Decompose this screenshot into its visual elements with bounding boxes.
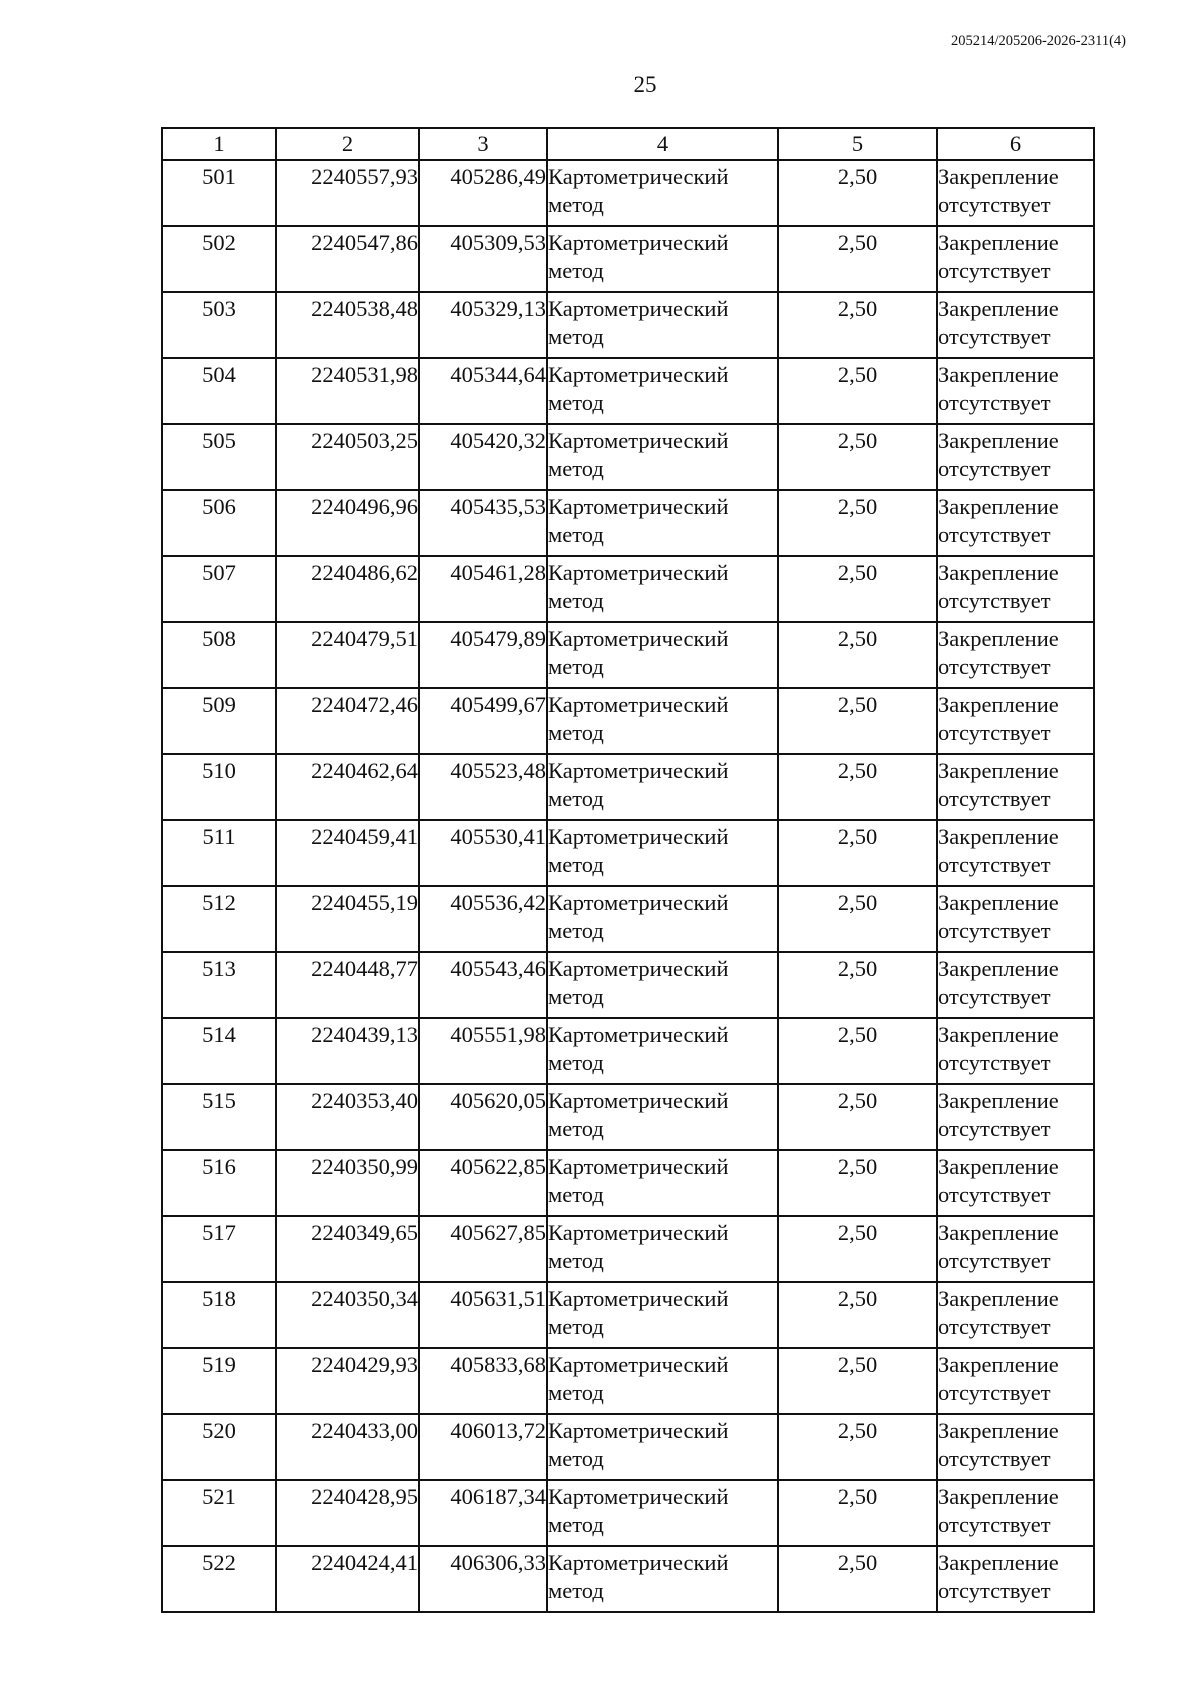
table-row (162, 160, 1094, 226)
accuracy-cell: 2,50 (778, 1480, 937, 1546)
header-col-4: 4 (547, 128, 778, 160)
table-header (162, 128, 1094, 160)
x-coordinate-cell: 2240557,93 (276, 160, 419, 226)
fixation-line-2: отсутствует (938, 1380, 1051, 1405)
fixation-line-1: Закрепление (938, 692, 1059, 717)
fixation-line-1: Закрепление (938, 626, 1059, 651)
table-row (162, 1084, 1094, 1150)
x-coordinate-cell: 2240353,40 (276, 1084, 419, 1150)
y-coordinate-cell: 406306,33 (419, 1546, 547, 1612)
x-coordinate-cell: 2240350,99 (276, 1150, 419, 1216)
fixation-line-1: Закрепление (938, 164, 1059, 189)
point-number-cell: 511 (162, 820, 276, 886)
table-row (162, 1546, 1094, 1612)
fixation-line-1: Закрепление (938, 362, 1059, 387)
method-line-1: Картометрический (548, 1352, 729, 1377)
y-coordinate-cell: 405627,85 (419, 1216, 547, 1282)
method-cell (547, 556, 778, 622)
header-col-1: 1 (162, 128, 276, 160)
point-number-cell: 520 (162, 1414, 276, 1480)
point-number-cell: 522 (162, 1546, 276, 1612)
fixation-line-1: Закрепление (938, 890, 1059, 915)
fixation-line-2: отсутствует (938, 984, 1051, 1009)
table-row (162, 556, 1094, 622)
fixation-cell (937, 886, 1094, 952)
table-row (162, 424, 1094, 490)
table-row (162, 1216, 1094, 1282)
method-line-1: Картометрический (548, 956, 729, 981)
y-coordinate-cell: 405329,13 (419, 292, 547, 358)
fixation-cell (937, 1216, 1094, 1282)
x-coordinate-cell: 2240455,19 (276, 886, 419, 952)
table-row (162, 1150, 1094, 1216)
method-cell (547, 1216, 778, 1282)
table-row (162, 226, 1094, 292)
fixation-line-2: отсутствует (938, 1446, 1051, 1471)
method-line-2: метод (548, 390, 604, 415)
method-cell (547, 1018, 778, 1084)
table-row (162, 688, 1094, 754)
fixation-line-1: Закрепление (938, 1154, 1059, 1179)
fixation-line-1: Закрепление (938, 1088, 1059, 1113)
accuracy-cell: 2,50 (778, 688, 937, 754)
point-number-cell: 507 (162, 556, 276, 622)
table-body (162, 160, 1094, 1612)
fixation-line-1: Закрепление (938, 758, 1059, 783)
fixation-line-1: Закрепление (938, 1418, 1059, 1443)
x-coordinate-cell: 2240424,41 (276, 1546, 419, 1612)
fixation-cell (937, 160, 1094, 226)
fixation-cell (937, 1084, 1094, 1150)
point-number-cell: 513 (162, 952, 276, 1018)
method-cell (547, 886, 778, 952)
method-line-2: метод (548, 654, 604, 679)
method-line-1: Картометрический (548, 428, 729, 453)
fixation-line-1: Закрепление (938, 956, 1059, 981)
fixation-line-1: Закрепление (938, 1352, 1059, 1377)
method-cell (547, 490, 778, 556)
fixation-line-1: Закрепление (938, 230, 1059, 255)
method-line-1: Картометрический (548, 890, 729, 915)
method-line-2: метод (548, 324, 604, 349)
point-number-cell: 516 (162, 1150, 276, 1216)
method-line-1: Картометрический (548, 824, 729, 849)
method-line-2: метод (548, 786, 604, 811)
y-coordinate-cell: 405536,42 (419, 886, 547, 952)
accuracy-cell: 2,50 (778, 292, 937, 358)
point-number-cell: 503 (162, 292, 276, 358)
method-line-1: Картометрический (548, 1418, 729, 1443)
method-line-1: Картометрический (548, 1154, 729, 1179)
table-row (162, 358, 1094, 424)
document-code: 205214/205206-2026-2311(4) (950, 33, 1126, 49)
point-number-cell: 502 (162, 226, 276, 292)
method-cell (547, 622, 778, 688)
method-line-1: Картометрический (548, 1550, 729, 1575)
fixation-line-1: Закрепление (938, 494, 1059, 519)
method-line-2: метод (548, 1116, 604, 1141)
x-coordinate-cell: 2240538,48 (276, 292, 419, 358)
fixation-line-1: Закрепление (938, 1484, 1059, 1509)
accuracy-cell: 2,50 (778, 1282, 937, 1348)
method-cell (547, 754, 778, 820)
fixation-line-2: отсутствует (938, 192, 1051, 217)
fixation-line-2: отсутствует (938, 456, 1051, 481)
fixation-line-2: отсутствует (938, 1578, 1051, 1603)
fixation-cell (937, 622, 1094, 688)
table-row (162, 292, 1094, 358)
method-line-2: метод (548, 720, 604, 745)
fixation-cell (937, 952, 1094, 1018)
method-cell (547, 358, 778, 424)
y-coordinate-cell: 405530,41 (419, 820, 547, 886)
point-number-cell: 501 (162, 160, 276, 226)
accuracy-cell: 2,50 (778, 622, 937, 688)
method-line-1: Картометрический (548, 230, 729, 255)
y-coordinate-cell: 405622,85 (419, 1150, 547, 1216)
point-number-cell: 505 (162, 424, 276, 490)
y-coordinate-cell: 405833,68 (419, 1348, 547, 1414)
accuracy-cell: 2,50 (778, 1414, 937, 1480)
header-row (162, 128, 1094, 160)
method-line-1: Картометрический (548, 1088, 729, 1113)
point-number-cell: 521 (162, 1480, 276, 1546)
fixation-line-2: отсутствует (938, 1116, 1051, 1141)
method-line-1: Картометрический (548, 692, 729, 717)
fixation-cell (937, 688, 1094, 754)
method-line-2: метод (548, 1314, 604, 1339)
accuracy-cell: 2,50 (778, 160, 937, 226)
accuracy-cell: 2,50 (778, 226, 937, 292)
table-row (162, 1348, 1094, 1414)
point-number-cell: 519 (162, 1348, 276, 1414)
table-row (162, 622, 1094, 688)
fixation-cell (937, 226, 1094, 292)
table-row (162, 754, 1094, 820)
y-coordinate-cell: 405344,64 (419, 358, 547, 424)
fixation-line-1: Закрепление (938, 1550, 1059, 1575)
fixation-line-1: Закрепление (938, 1286, 1059, 1311)
point-number-cell: 512 (162, 886, 276, 952)
method-cell (547, 226, 778, 292)
y-coordinate-cell: 405631,51 (419, 1282, 547, 1348)
fixation-line-2: отсутствует (938, 1050, 1051, 1075)
point-number-cell: 515 (162, 1084, 276, 1150)
y-coordinate-cell: 405499,67 (419, 688, 547, 754)
fixation-cell (937, 754, 1094, 820)
fixation-line-2: отсутствует (938, 654, 1051, 679)
fixation-line-1: Закрепление (938, 296, 1059, 321)
method-line-2: метод (548, 456, 604, 481)
accuracy-cell: 2,50 (778, 1546, 937, 1612)
accuracy-cell: 2,50 (778, 556, 937, 622)
method-line-2: метод (548, 588, 604, 613)
x-coordinate-cell: 2240429,93 (276, 1348, 419, 1414)
y-coordinate-cell: 405420,32 (419, 424, 547, 490)
header-col-3: 3 (419, 128, 547, 160)
table-row (162, 1018, 1094, 1084)
method-line-1: Картометрический (548, 1022, 729, 1047)
point-number-cell: 518 (162, 1282, 276, 1348)
y-coordinate-cell: 405551,98 (419, 1018, 547, 1084)
method-line-1: Картометрический (548, 1484, 729, 1509)
fixation-line-1: Закрепление (938, 1220, 1059, 1245)
x-coordinate-cell: 2240439,13 (276, 1018, 419, 1084)
fixation-line-1: Закрепление (938, 428, 1059, 453)
header-col-2: 2 (276, 128, 419, 160)
point-number-cell: 517 (162, 1216, 276, 1282)
point-number-cell: 514 (162, 1018, 276, 1084)
fixation-line-2: отсутствует (938, 786, 1051, 811)
method-line-2: метод (548, 1248, 604, 1273)
method-line-2: метод (548, 1446, 604, 1471)
fixation-cell (937, 1546, 1094, 1612)
fixation-cell (937, 1282, 1094, 1348)
fixation-cell (937, 556, 1094, 622)
table-row (162, 886, 1094, 952)
fixation-cell (937, 358, 1094, 424)
method-line-1: Картометрический (548, 1286, 729, 1311)
table-row (162, 1414, 1094, 1480)
accuracy-cell: 2,50 (778, 820, 937, 886)
accuracy-cell: 2,50 (778, 1084, 937, 1150)
accuracy-cell: 2,50 (778, 754, 937, 820)
fixation-cell (937, 292, 1094, 358)
accuracy-cell: 2,50 (778, 1216, 937, 1282)
fixation-line-2: отсутствует (938, 1512, 1051, 1537)
method-line-1: Картометрический (548, 362, 729, 387)
accuracy-cell: 2,50 (778, 886, 937, 952)
coordinates-table (161, 127, 1095, 1613)
header-col-6: 6 (937, 128, 1094, 160)
table-row (162, 820, 1094, 886)
method-line-1: Картометрический (548, 296, 729, 321)
point-number-cell: 509 (162, 688, 276, 754)
x-coordinate-cell: 2240503,25 (276, 424, 419, 490)
fixation-cell (937, 1480, 1094, 1546)
method-line-2: метод (548, 1578, 604, 1603)
method-cell (547, 1084, 778, 1150)
method-line-1: Картометрический (548, 1220, 729, 1245)
method-line-1: Картометрический (548, 164, 729, 189)
page-number: 25 (633, 72, 657, 97)
method-cell (547, 820, 778, 886)
accuracy-cell: 2,50 (778, 424, 937, 490)
method-line-2: метод (548, 192, 604, 217)
point-number-cell: 510 (162, 754, 276, 820)
method-line-1: Картометрический (548, 626, 729, 651)
y-coordinate-cell: 405543,46 (419, 952, 547, 1018)
method-line-2: метод (548, 258, 604, 283)
method-line-2: метод (548, 522, 604, 547)
method-line-1: Картометрический (548, 494, 729, 519)
fixation-cell (937, 490, 1094, 556)
accuracy-cell: 2,50 (778, 490, 937, 556)
fixation-cell (937, 1018, 1094, 1084)
method-cell (547, 292, 778, 358)
y-coordinate-cell: 405479,89 (419, 622, 547, 688)
x-coordinate-cell: 2240350,34 (276, 1282, 419, 1348)
table-row (162, 1282, 1094, 1348)
fixation-cell (937, 820, 1094, 886)
method-line-2: метод (548, 852, 604, 877)
method-line-2: метод (548, 1380, 604, 1405)
x-coordinate-cell: 2240448,77 (276, 952, 419, 1018)
method-line-1: Картометрический (548, 758, 729, 783)
table-row (162, 1480, 1094, 1546)
accuracy-cell: 2,50 (778, 1150, 937, 1216)
method-cell (547, 1480, 778, 1546)
x-coordinate-cell: 2240433,00 (276, 1414, 419, 1480)
y-coordinate-cell: 405523,48 (419, 754, 547, 820)
point-number-cell: 504 (162, 358, 276, 424)
table-row (162, 952, 1094, 1018)
y-coordinate-cell: 406187,34 (419, 1480, 547, 1546)
accuracy-cell: 2,50 (778, 358, 937, 424)
x-coordinate-cell: 2240472,46 (276, 688, 419, 754)
point-number-cell: 506 (162, 490, 276, 556)
fixation-line-2: отсутствует (938, 1248, 1051, 1273)
x-coordinate-cell: 2240349,65 (276, 1216, 419, 1282)
method-line-1: Картометрический (548, 560, 729, 585)
method-cell (547, 1546, 778, 1612)
y-coordinate-cell: 405309,53 (419, 226, 547, 292)
accuracy-cell: 2,50 (778, 952, 937, 1018)
x-coordinate-cell: 2240459,41 (276, 820, 419, 886)
y-coordinate-cell: 405461,28 (419, 556, 547, 622)
fixation-line-1: Закрепление (938, 560, 1059, 585)
method-cell (547, 1414, 778, 1480)
point-number-cell: 508 (162, 622, 276, 688)
y-coordinate-cell: 406013,72 (419, 1414, 547, 1480)
x-coordinate-cell: 2240479,51 (276, 622, 419, 688)
method-cell (547, 424, 778, 490)
x-coordinate-cell: 2240547,86 (276, 226, 419, 292)
table-row (162, 490, 1094, 556)
fixation-line-2: отсутствует (938, 1314, 1051, 1339)
method-line-2: метод (548, 1512, 604, 1537)
fixation-line-2: отсутствует (938, 324, 1051, 349)
method-cell (547, 1282, 778, 1348)
method-cell (547, 160, 778, 226)
fixation-line-1: Закрепление (938, 1022, 1059, 1047)
accuracy-cell: 2,50 (778, 1348, 937, 1414)
y-coordinate-cell: 405620,05 (419, 1084, 547, 1150)
fixation-cell (937, 1348, 1094, 1414)
fixation-line-2: отсутствует (938, 522, 1051, 547)
method-line-2: метод (548, 918, 604, 943)
method-cell (547, 952, 778, 1018)
method-line-2: метод (548, 1182, 604, 1207)
x-coordinate-cell: 2240531,98 (276, 358, 419, 424)
method-cell (547, 688, 778, 754)
x-coordinate-cell: 2240428,95 (276, 1480, 419, 1546)
x-coordinate-cell: 2240462,64 (276, 754, 419, 820)
method-line-2: метод (548, 984, 604, 1009)
fixation-line-2: отсутствует (938, 390, 1051, 415)
x-coordinate-cell: 2240496,96 (276, 490, 419, 556)
x-coordinate-cell: 2240486,62 (276, 556, 419, 622)
fixation-line-2: отсутствует (938, 918, 1051, 943)
fixation-line-2: отсутствует (938, 1182, 1051, 1207)
fixation-line-1: Закрепление (938, 824, 1059, 849)
y-coordinate-cell: 405435,53 (419, 490, 547, 556)
method-line-2: метод (548, 1050, 604, 1075)
fixation-line-2: отсутствует (938, 720, 1051, 745)
fixation-cell (937, 1414, 1094, 1480)
header-col-5: 5 (778, 128, 937, 160)
fixation-line-2: отсутствует (938, 258, 1051, 283)
method-cell (547, 1150, 778, 1216)
fixation-line-2: отсутствует (938, 852, 1051, 877)
y-coordinate-cell: 405286,49 (419, 160, 547, 226)
accuracy-cell: 2,50 (778, 1018, 937, 1084)
method-cell (547, 1348, 778, 1414)
fixation-line-2: отсутствует (938, 588, 1051, 613)
fixation-cell (937, 1150, 1094, 1216)
fixation-cell (937, 424, 1094, 490)
